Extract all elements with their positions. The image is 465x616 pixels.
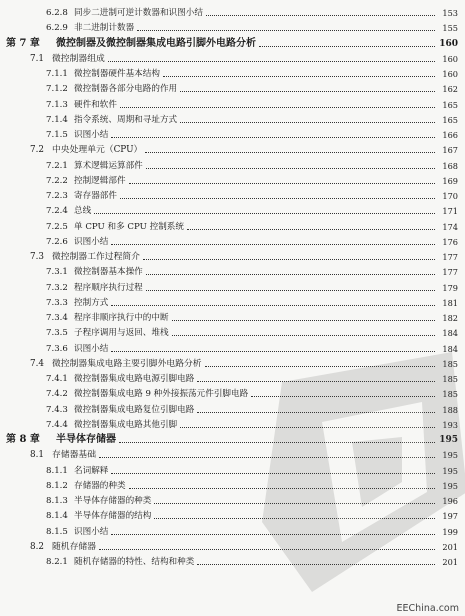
toc-entry-page: 182 [442, 313, 458, 323]
toc-entry-page: 155 [442, 23, 458, 34]
toc-dot-leader [94, 212, 435, 214]
toc-entry[interactable] [46, 127, 458, 143]
toc-dot-leader [111, 304, 435, 306]
toc-entry-page: 166 [442, 130, 458, 140]
toc-dot-leader [172, 319, 435, 321]
toc-entry-number: 7.1.1 [46, 69, 68, 79]
toc-entry-number: 8.1.4 [46, 511, 68, 522]
toc-entry-title: 半导体存储器的种类 [74, 496, 152, 506]
toc-entry-title: 微控制器集成电路 9 种外接振荡元件引脚电路 [74, 389, 249, 400]
toc-entry-page: 201 [442, 557, 458, 567]
toc-entry-title: 半导体存储器的结构 [74, 511, 152, 522]
toc-entry-title: 程序顺序执行过程 [74, 282, 143, 293]
toc-entry-number: 7.2.1 [46, 160, 68, 171]
toc-entry[interactable] [46, 97, 458, 113]
toc-entry-page: 165 [442, 99, 458, 110]
toc-dot-leader [129, 182, 435, 184]
toc-entry-title: 中央处理单元（CPU） [52, 145, 143, 156]
toc-entry-number: 7.3.4 [46, 313, 68, 323]
toc-entry-title: 控制逻辑部件 [74, 175, 126, 186]
toc-entry-title: 同步二进制可逆计数器和识图小结 [74, 8, 203, 18]
toc-dot-leader [111, 533, 435, 535]
toc-dot-leader [180, 121, 435, 123]
toc-entry[interactable] [46, 463, 458, 479]
toc-entry-title: 存储器基础 [52, 450, 96, 461]
toc-dot-leader [120, 106, 435, 108]
toc-entry-title: 寄存器部件 [74, 191, 117, 201]
toc-entry-number: 7.4 [30, 358, 44, 369]
toc-entry[interactable] [46, 112, 458, 128]
toc-entry[interactable] [46, 158, 458, 174]
toc-entry-page: 169 [442, 175, 458, 186]
toc-entry-number: 7.2.6 [46, 236, 68, 247]
toc-entry-number: 7.1.5 [46, 130, 68, 140]
toc-entry-title: 识图小结 [74, 343, 109, 354]
toc-entry[interactable] [30, 539, 458, 555]
toc-entry-title: 非二进制计数器 [74, 23, 135, 34]
toc-dot-leader [197, 563, 435, 565]
toc-entry[interactable] [46, 386, 458, 402]
toc-entry-page: 153 [442, 8, 458, 18]
toc-entry[interactable] [46, 325, 458, 341]
toc-entry-number: 8.1.5 [46, 526, 68, 537]
toc-entry-number: 7.1.4 [46, 114, 68, 125]
toc-dot-leader [163, 75, 435, 77]
toc-entry-number: 第 7 章 [6, 37, 40, 49]
toc-entry-title: 程序非顺序执行中的中断 [74, 313, 169, 323]
toc-entry-title: 微控制器硬件基本结构 [74, 69, 160, 79]
toc-entry-page: 196 [442, 496, 458, 506]
toc-entry[interactable] [46, 173, 458, 189]
toc-dot-leader [197, 411, 435, 413]
toc-entry-page: 195 [442, 450, 458, 461]
toc-entry-page: 193 [442, 419, 458, 430]
toc-entry-title: 存储器的种类 [74, 480, 126, 491]
toc-entry-title: 子程序调用与返回、堆栈 [74, 328, 169, 339]
toc-entry[interactable] [46, 203, 458, 219]
toc-entry-number: 7.3.1 [46, 267, 68, 278]
toc-entry[interactable] [46, 508, 458, 524]
toc-entry-number: 7.4.1 [46, 374, 68, 384]
toc-entry-number: 8.2 [30, 541, 44, 552]
toc-entry[interactable] [30, 51, 458, 67]
toc-entry-title: 微控制器各部分电路的作用 [74, 84, 178, 95]
toc-entry-title: 半导体存储器 [56, 434, 116, 445]
toc-entry-page: 165 [442, 114, 458, 125]
toc-dot-leader [111, 243, 435, 245]
toc-entry-page: 160 [442, 53, 458, 64]
toc-entry-number: 8.1.1 [46, 465, 68, 476]
toc-entry-title: 微控制器集成电路电源引脚电路 [74, 374, 195, 384]
toc-dot-leader [251, 395, 435, 397]
toc-entry[interactable] [46, 310, 458, 326]
toc-entry-page: 176 [442, 236, 458, 247]
toc-entry-number: 7.4.4 [46, 419, 68, 430]
toc-entry-page: 179 [442, 282, 458, 293]
toc-dot-leader [154, 502, 435, 504]
toc-entry-number: 7.3.3 [46, 297, 68, 308]
toc-dot-leader [137, 29, 435, 31]
toc-entry-page: 171 [442, 206, 458, 217]
toc-entry-number: 7.2.2 [46, 175, 68, 186]
toc-entry-number: 6.2.9 [46, 23, 68, 34]
toc-entry[interactable] [46, 66, 458, 82]
toc-entry-number: 7.2.5 [46, 221, 68, 232]
toc-entry-page: 174 [442, 221, 458, 232]
toc-entry-title: 微控制器工作过程简介 [52, 252, 140, 262]
toc-entry-title: 单 CPU 和多 CPU 控制系统 [74, 221, 184, 232]
toc-entry-title: 总线 [74, 206, 92, 217]
toc-entry-number: 7.2.4 [46, 206, 68, 217]
toc-entry-title: 微控制器集成电路其他引脚 [74, 419, 178, 430]
toc-entry-number: 7.1.3 [46, 99, 68, 110]
toc-entry[interactable] [46, 493, 458, 509]
toc-entry-title: 随机存储器的特性、结构和种类 [74, 557, 195, 567]
toc-entry-page: 185 [442, 389, 458, 400]
toc-entry-number: 8.1.3 [46, 496, 68, 506]
toc-entry[interactable] [46, 402, 458, 418]
toc-dot-leader [180, 90, 435, 92]
toc-entry-page: 195 [439, 435, 458, 445]
toc-dot-leader [119, 441, 435, 443]
toc-entry-number: 7.2 [30, 145, 44, 156]
toc-dot-leader [111, 350, 435, 352]
toc-entry-number: 7.4.2 [46, 389, 68, 400]
toc-entry-page: 162 [442, 84, 458, 95]
toc-entry-page: 195 [442, 465, 458, 476]
toc-dot-leader [108, 60, 435, 62]
toc-dot-leader [154, 517, 435, 519]
toc-entry[interactable] [46, 188, 458, 204]
toc-entry[interactable] [46, 234, 458, 250]
toc-entry-title: 识图小结 [74, 236, 109, 247]
toc-entry[interactable] [46, 280, 458, 296]
toc-entry-page: 170 [442, 191, 458, 201]
toc-entry-title: 名词解释 [74, 465, 109, 476]
toc-entry-number: 7.2.3 [46, 191, 68, 201]
toc-entry-page: 184 [442, 343, 458, 354]
toc-entry-page: 197 [442, 511, 458, 522]
toc-entry-number: 7.3 [30, 252, 44, 262]
toc-entry-title: 微控制器组成 [52, 53, 105, 64]
toc-entry-title: 随机存储器 [52, 541, 96, 552]
toc-entry[interactable] [46, 524, 458, 540]
toc-entry-page: 185 [442, 374, 458, 384]
toc-entry-title: 微控制器及微控制器集成电路引脚外电路分析 [56, 37, 256, 49]
toc-entry-page: 195 [442, 480, 458, 491]
toc-entry[interactable] [46, 5, 458, 21]
toc-entry[interactable] [46, 341, 458, 357]
toc-entry[interactable] [46, 219, 458, 235]
toc-dot-leader [146, 273, 435, 275]
toc-dot-leader [146, 167, 435, 169]
toc-dot-leader [120, 197, 435, 199]
toc-entry-page: 184 [442, 328, 458, 339]
toc-entry-title: 微控制器集成电路复位引脚电路 [74, 404, 195, 415]
toc-entry-title: 控制方式 [74, 297, 109, 308]
toc-entry-page: 199 [442, 526, 458, 537]
toc-dot-leader [111, 136, 435, 138]
toc-entry-page: 177 [442, 267, 458, 278]
watermark-text: EEChina.com [396, 603, 459, 614]
toc-dot-leader [187, 228, 435, 230]
toc-entry[interactable] [46, 264, 458, 280]
toc-entry-number: 8.1.2 [46, 480, 68, 491]
toc-entry-number: 7.3.6 [46, 343, 68, 354]
toc-entry-number: 7.3.5 [46, 328, 68, 339]
toc-entry-page: 188 [442, 404, 458, 415]
toc-entry[interactable] [46, 554, 458, 570]
toc-entry[interactable] [30, 142, 458, 158]
toc-dot-leader [146, 289, 435, 291]
toc-entry-title: 硬件和软件 [74, 99, 117, 110]
toc-entry-page: 177 [442, 252, 458, 262]
toc-dot-leader [143, 258, 435, 260]
toc-entry-page: 160 [439, 38, 458, 49]
toc-entry[interactable] [46, 417, 458, 433]
toc-dot-leader [99, 456, 435, 458]
toc-entry[interactable] [46, 20, 458, 36]
toc-dot-leader [129, 487, 435, 489]
toc-dot-leader [197, 380, 435, 382]
toc-entry-number: 8.1 [30, 450, 44, 461]
toc-entry[interactable] [30, 447, 458, 463]
toc-entry-number: 7.4.3 [46, 404, 68, 415]
toc-entry[interactable] [30, 249, 458, 265]
toc-dot-leader [180, 426, 435, 428]
toc-entry-title: 指令系统、周期和寻址方式 [74, 114, 178, 125]
toc-entry-number: 7.1 [30, 53, 44, 64]
toc-entry[interactable] [46, 478, 458, 494]
toc-entry-number: 7.1.2 [46, 84, 68, 95]
toc-entry[interactable] [46, 371, 458, 387]
toc-dot-leader [145, 151, 435, 153]
toc-entry-title: 识图小结 [74, 130, 109, 140]
toc-chapter-entry[interactable] [6, 432, 458, 448]
toc-dot-leader [206, 14, 435, 16]
toc-chapter-entry[interactable] [6, 36, 458, 52]
toc-entry-number: 6.2.8 [46, 8, 68, 18]
toc-entry[interactable] [46, 81, 458, 97]
toc-dot-leader [259, 45, 435, 47]
toc-entry-number: 8.2.1 [46, 557, 68, 567]
toc-dot-leader [111, 472, 435, 474]
toc-entry-page: 167 [442, 145, 458, 156]
toc-entry-page: 185 [442, 358, 458, 369]
toc-dot-leader [99, 548, 435, 550]
toc-entry-title: 微控制器基本操作 [74, 267, 143, 278]
toc-entry[interactable] [46, 295, 458, 311]
toc-dot-leader [172, 334, 435, 336]
toc-entry-page: 168 [442, 160, 458, 171]
toc-dot-leader [205, 365, 435, 367]
toc-entry[interactable] [30, 356, 458, 372]
toc-entry-title: 算术逻辑运算部件 [74, 160, 143, 171]
toc-entry-title: 识图小结 [74, 526, 109, 537]
toc-entry-page: 181 [442, 297, 458, 308]
toc-entry-page: 160 [442, 69, 458, 79]
toc-entry-number: 第 8 章 [6, 434, 40, 445]
toc-entry-title: 微控制器集成电路主要引脚外电路分析 [52, 358, 202, 369]
toc-entry-page: 201 [442, 541, 458, 552]
toc-entry-number: 7.3.2 [46, 282, 68, 293]
